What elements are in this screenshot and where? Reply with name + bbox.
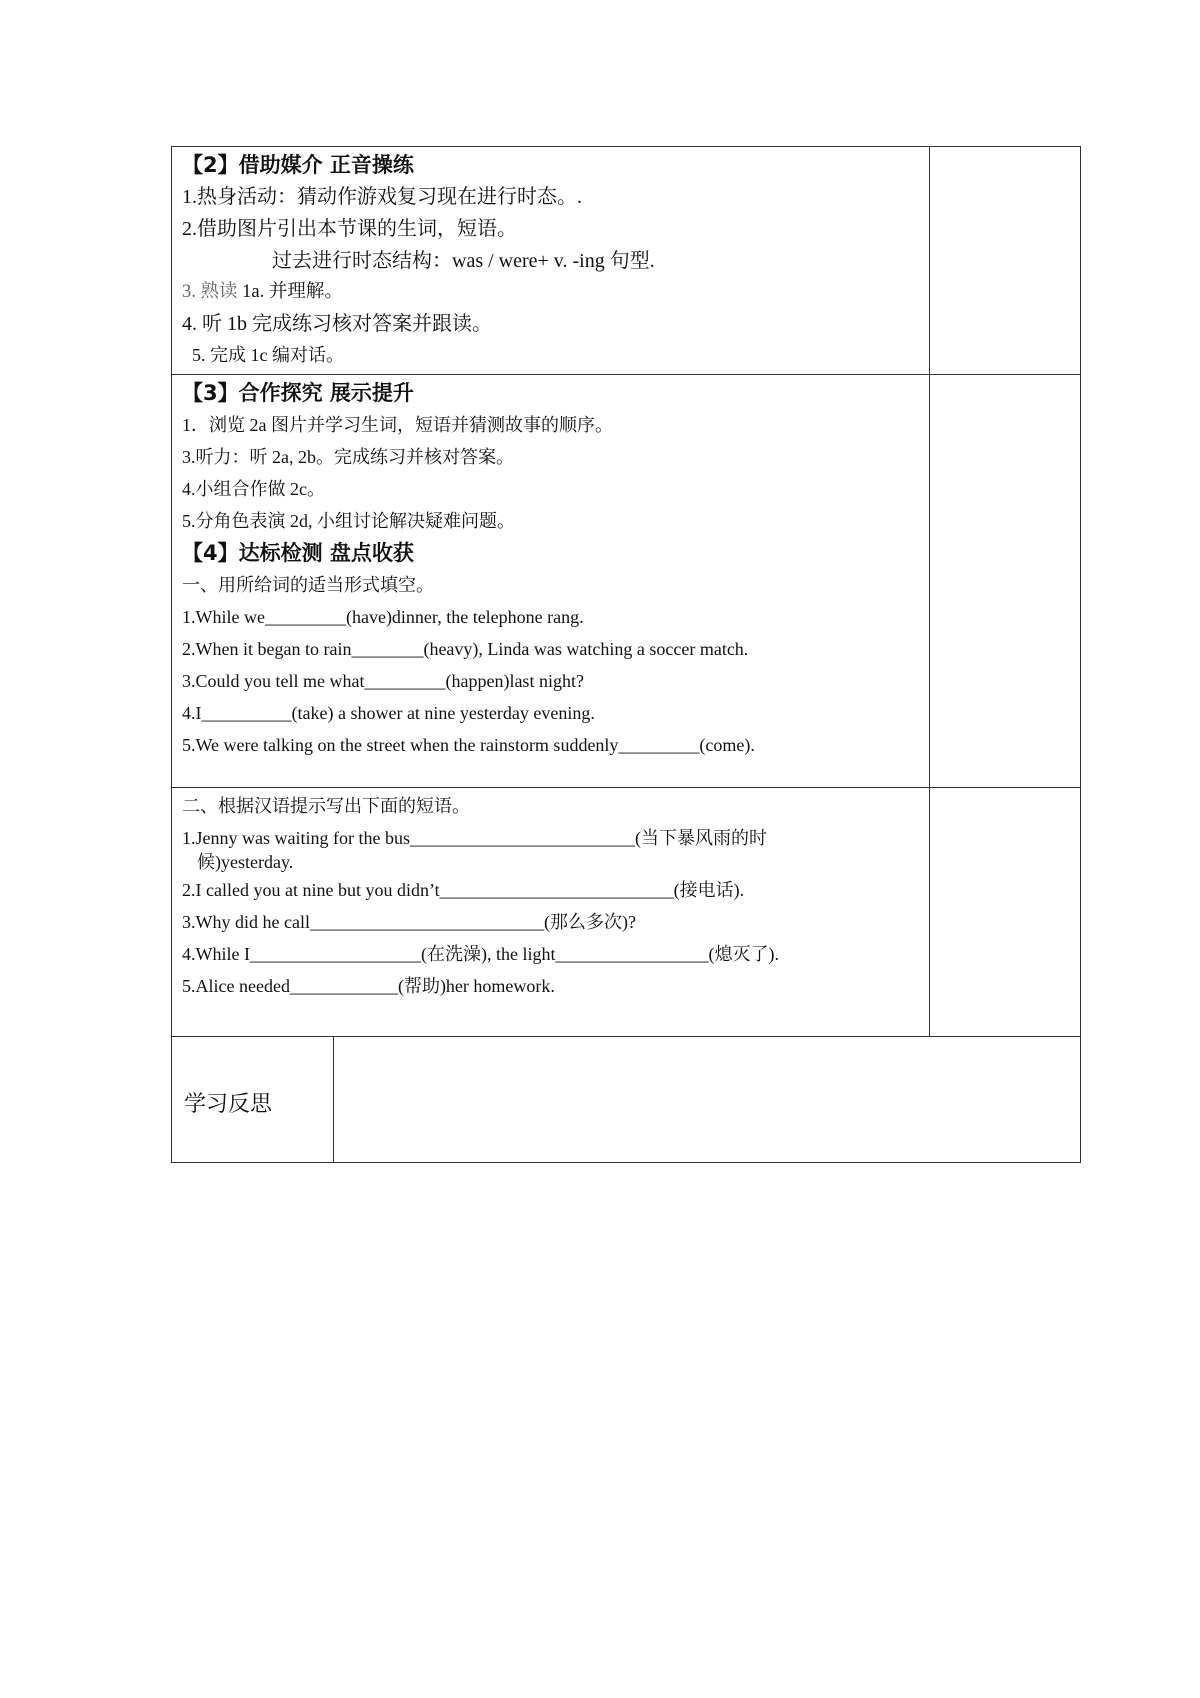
section2-heading: 【2】借助媒介 正音操练 [182, 153, 414, 177]
section2-line-3-prefix: 3. 熟读 [182, 282, 238, 302]
section3-4-cell [172, 375, 930, 788]
reflection-row [172, 1037, 1081, 1163]
section2-line-1: 1.热身活动：猜动作游戏复习现在进行时态。. [182, 186, 582, 208]
section3-heading: 【3】合作探究 展示提升 [182, 381, 414, 405]
section4-heading: 【4】达标检测 盘点收获 [182, 541, 414, 565]
part1-item-2: 2.When it began to rain________(heavy), Linda was watching a soccer match. [182, 639, 749, 659]
part2-row [172, 788, 1081, 1037]
part1-item-5: 5.We were talking on the street when the rainstorm suddenly_________(come). [182, 735, 755, 755]
part1-title: 一、用所给词的适当形式填空。 [182, 575, 434, 595]
lesson-table [171, 146, 1081, 1163]
section3-line-2: 3.听力：听 2a, 2b。完成练习并核对答案。 [182, 447, 514, 467]
section2-structure: 过去进行时态结构：was / were+ v. -ing 句型. [272, 250, 655, 272]
section3-line-3: 4.小组合作做 2c。 [182, 479, 325, 499]
part1-item-1: 1.While we_________(have)dinner, the telephone rang. [182, 607, 584, 627]
section2-line-2: 2.借助图片引出本节课的生词，短语。 [182, 218, 517, 240]
part2-side-cell [930, 788, 1081, 1037]
reflection-label: 学习反思 [184, 1092, 273, 1117]
section3-line-1: 1．浏览 2a 图片并学习生词，短语并猜测故事的顺序。 [182, 415, 613, 435]
part2-title: 二、根据汉语提示写出下面的短语。 [182, 796, 470, 816]
part2-item-4: 4.While I___________________(在洗澡), the light_________________(熄灭了). [182, 944, 779, 964]
reflection-label-cell [172, 1037, 334, 1163]
part1-item-3: 3.Could you tell me what_________(happen)last night? [182, 671, 584, 691]
section2-line-4: 4. 听 1b 完成练习核对答案并跟读。 [182, 313, 492, 335]
part2-item-2: 2.I called you at nine but you didn’t__________________________(接电话). [182, 880, 745, 900]
section2-line-5: 5. 完成 1c 编对话。 [192, 345, 344, 365]
reflection-answer-cell[interactable] [334, 1037, 1081, 1163]
section2-line-3 [182, 277, 919, 308]
part1-item-4: 4.I__________(take) a shower at nine yesterday evening. [182, 703, 595, 723]
section2-cell [172, 147, 930, 375]
part2-cell [172, 788, 930, 1037]
section2-row [172, 147, 1081, 375]
part2-item-3: 3.Why did he call__________________________(那么多次)? [182, 912, 636, 932]
part2-item-5: 5.Alice needed____________(帮助)her homework. [182, 976, 555, 996]
section2-line-3-rest: 1a. 并理解。 [242, 282, 343, 302]
section3-4-side-cell [930, 375, 1081, 788]
section3-line-4: 5.分角色表演 2d, 小组讨论解决疑难问题。 [182, 511, 515, 531]
part2-item-1: 1.Jenny was waiting for the bus_________________________(当下暴风雨的时 [182, 828, 767, 848]
part2-item-1-cont: 候)yesterday. [197, 852, 294, 872]
section3-4-row [172, 375, 1081, 788]
section2-side-cell [930, 147, 1081, 375]
